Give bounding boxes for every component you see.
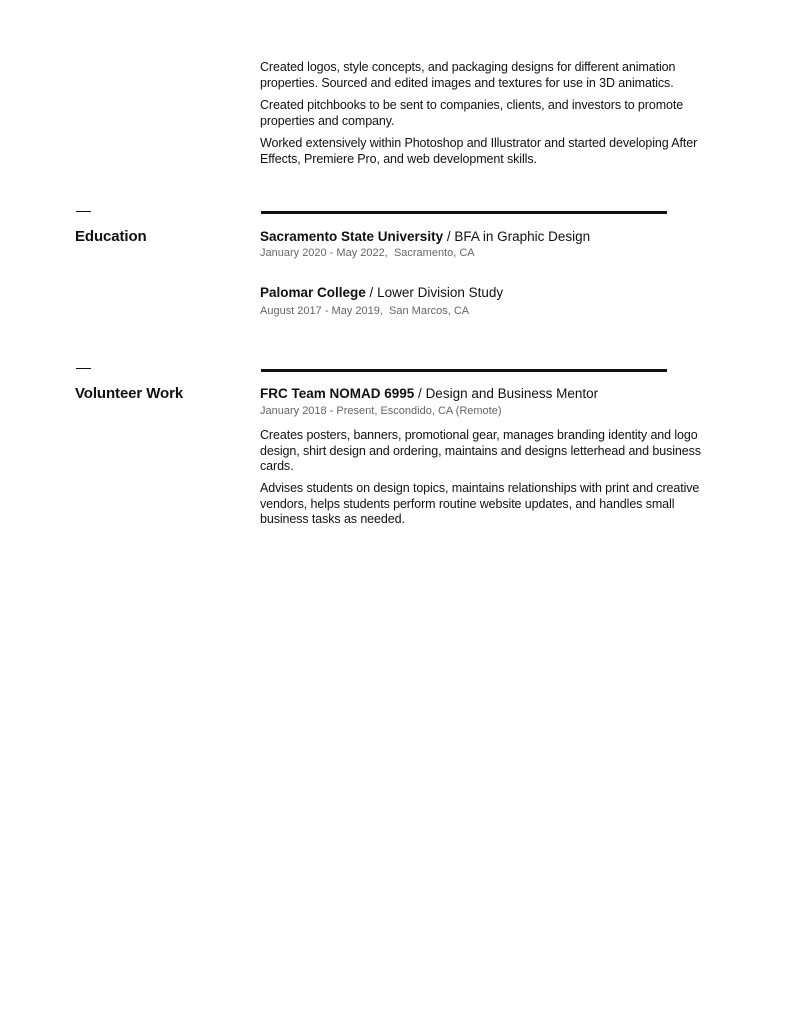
section-dash <box>76 211 91 212</box>
section-dash <box>76 368 91 369</box>
education-entry-meta <box>260 305 469 317</box>
volunteer-heading: Volunteer Work <box>75 385 184 402</box>
education-entry-title <box>260 229 590 244</box>
organization-name: FRC Team NOMAD 6995 <box>260 386 415 401</box>
volunteer-entry-title <box>260 386 598 401</box>
institution-name: Palomar College <box>260 285 366 300</box>
education-heading: Education <box>75 228 147 245</box>
section-divider <box>261 211 667 214</box>
volunteer-paragraph: Creates posters, banners, promotional gear, manages branding identity and logo design, shirt design and ordering, maintains and designs letterhead and business cards. <box>260 428 701 473</box>
experience-paragraph: Created pitchbooks to be sent to companies, clients, and investors to promote properties and company. <box>260 98 684 128</box>
volunteer-entry-meta: January 2018 - Present, Escondido, CA (Remote) <box>260 405 502 417</box>
education-entry-meta <box>260 247 475 259</box>
program-name: Lower Division Study <box>377 285 504 300</box>
title-separator: / <box>443 229 455 244</box>
education-entry-title <box>260 285 503 300</box>
title-separator: / <box>414 386 426 401</box>
experience-paragraph: Created logos, style concepts, and packaging designs for different animation properties. Sourced and edited images and textures for use in 3D animatics. <box>260 60 676 90</box>
section-divider <box>261 369 667 372</box>
entry-location: San Marcos, CA <box>389 305 470 317</box>
role-name: Design and Business Mentor <box>425 386 599 401</box>
program-name: BFA in Graphic Design <box>454 229 591 244</box>
entry-dates: January 2020 - May 2022, <box>260 247 388 259</box>
entry-location: Sacramento, CA <box>393 247 475 259</box>
institution-name: Sacramento State University <box>260 229 444 244</box>
experience-paragraph: Worked extensively within Photoshop and Illustrator and started developing After Effects, Premiere Pro, and web development skills. <box>260 136 698 166</box>
volunteer-paragraph: Advises students on design topics, maintains relationships with print and creative vendors, helps students perform routine website updates, and handles small business tasks as needed. <box>260 481 700 526</box>
entry-dates: August 2017 - May 2019, <box>260 305 383 317</box>
title-separator: / <box>365 285 378 300</box>
